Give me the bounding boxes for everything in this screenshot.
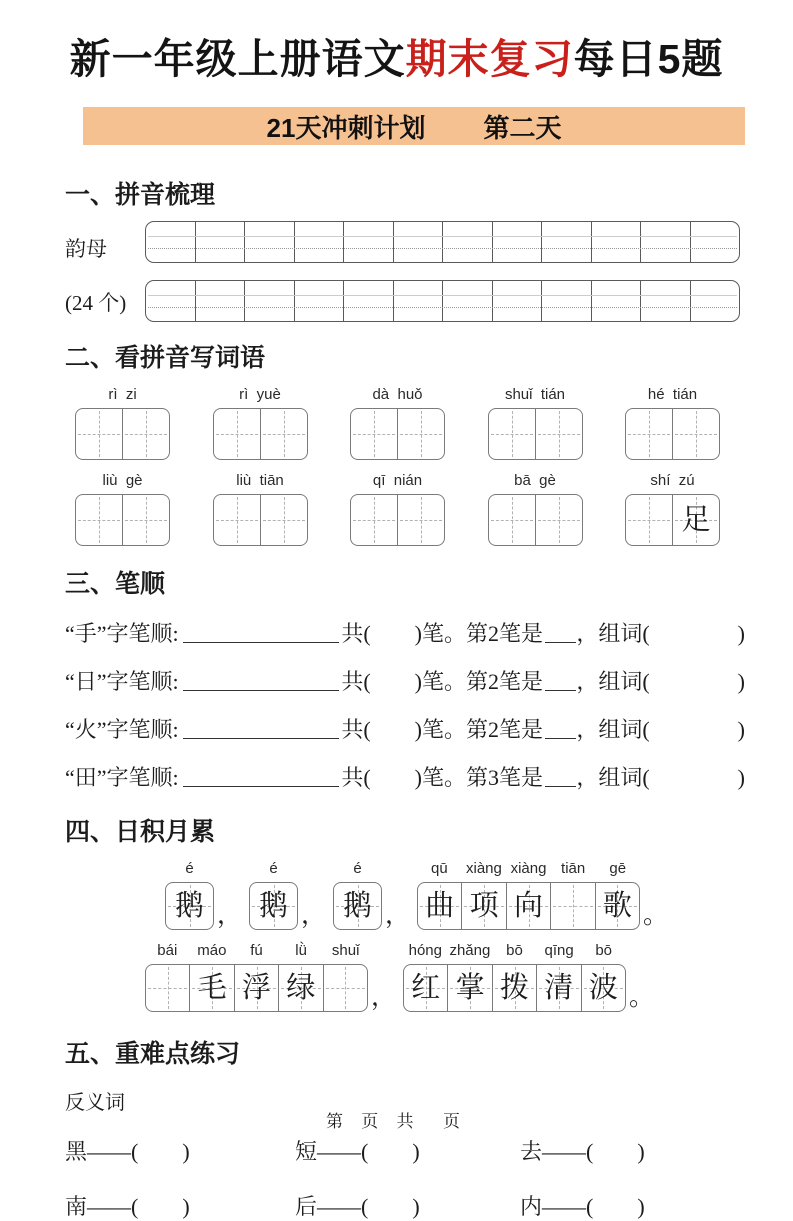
stroke-mid1: 共( )笔。第: [341, 717, 488, 742]
character-cell: [214, 409, 261, 459]
character-box: [213, 408, 308, 460]
page-title: [0, 26, 793, 85]
cell-char: 曲: [425, 889, 455, 922]
word-pinyin: bā gè: [514, 472, 556, 489]
word-pinyin: dà huǒ: [372, 386, 423, 403]
section-accumulation: [65, 812, 745, 1012]
syllable: qīng: [544, 942, 574, 959]
character-box: [165, 882, 214, 930]
pinyin-grid-wrap: [65, 221, 745, 322]
character-box: [145, 964, 368, 1012]
cell-char: 拨: [500, 971, 530, 1004]
antonym-item: 去——( ): [520, 1139, 645, 1164]
pinyin-cell: [592, 281, 642, 321]
pinyin-cell: [344, 222, 394, 262]
cell-char: 鹅: [343, 889, 373, 922]
stroke-order-blank: [183, 786, 340, 787]
character-box: [417, 882, 640, 930]
character-box: [625, 408, 720, 460]
syllable: shuǐ: [331, 942, 360, 959]
character-cell: [673, 495, 719, 545]
word-block: [75, 472, 170, 546]
character-cell: [351, 409, 398, 459]
poem-line-2: [145, 942, 745, 1012]
pinyin-grid-labels: [65, 221, 145, 322]
syllable: lǜ: [295, 942, 307, 959]
stroke-order-blank: [183, 642, 340, 643]
cell-char: 鹅: [259, 889, 289, 922]
pinyin-cell: [691, 222, 740, 262]
pinyin-grids: [145, 221, 745, 322]
syllable: xiàng: [510, 860, 547, 877]
cell-char: 绿: [286, 971, 316, 1004]
stroke-order-line: [65, 617, 745, 648]
stroke-mid2: 笔是: [498, 621, 543, 646]
banner: [83, 107, 745, 145]
pinyin-grid-row: [145, 280, 740, 322]
syllable: bái: [157, 942, 178, 959]
stroke-answer-blank: [545, 786, 576, 787]
pinyin-cell: [295, 222, 345, 262]
poem-phrase-block: [403, 942, 626, 1012]
stroke-order-line: [65, 665, 745, 696]
word-pinyin: é: [185, 860, 194, 877]
title-part1: 新一年级上册语文: [69, 36, 406, 82]
stroke-answer-blank: [545, 690, 576, 691]
pinyin-cell: [245, 222, 295, 262]
stroke-answer-blank: [545, 738, 576, 739]
syllable: bō: [595, 942, 613, 959]
character-cell: [673, 409, 719, 459]
pinyin-cell: [245, 281, 295, 321]
syllable: máo: [197, 942, 227, 959]
stroke-mid2: 笔是: [498, 669, 543, 694]
antonym-label: 反义词: [65, 1092, 125, 1114]
word-row-2: [75, 472, 720, 546]
section1-heading: 一、拼音梳理: [65, 182, 216, 209]
pinyin-cell: [592, 222, 642, 262]
poem-phrase-block: [145, 942, 368, 1012]
title-part2: 每日5题: [573, 36, 724, 82]
word-block: [213, 386, 308, 460]
pinyin-cell: [196, 281, 246, 321]
stroke-tail: ，组词( ): [576, 621, 745, 646]
section5-heading: 五、重难点练习: [65, 1041, 241, 1068]
character-cell: [507, 883, 551, 929]
page-footer: 第 页 共 页: [326, 1112, 467, 1131]
character-cell: [279, 965, 323, 1011]
stroke-number: 2: [487, 669, 499, 694]
antonym-grid: [65, 1135, 745, 1221]
stroke-lead: “田”字笔顺:: [65, 765, 179, 790]
character-cell: [261, 409, 307, 459]
character-cell: [537, 965, 581, 1011]
stroke-lead: “日”字笔顺:: [65, 669, 179, 694]
character-cell: [398, 495, 444, 545]
stroke-lead: “火”字笔顺:: [65, 717, 179, 742]
character-cell: [448, 965, 492, 1011]
character-cell: [493, 965, 537, 1011]
goose-block: [249, 860, 298, 930]
cell-char: 清: [544, 971, 574, 1004]
word-pinyin: rì yuè: [239, 386, 281, 403]
title-highlight: 期末复习: [405, 36, 574, 82]
cell-char: 波: [588, 971, 618, 1004]
section3-heading: 三、笔顺: [65, 571, 166, 598]
antonym-item: 内——( ): [520, 1194, 645, 1219]
syllable: tiān: [561, 860, 586, 877]
syllable: gē: [609, 860, 627, 877]
character-box: [350, 494, 445, 546]
syllable: fú: [250, 942, 263, 959]
poem-line-1: [165, 860, 745, 930]
pinyin-cell: [443, 222, 493, 262]
stroke-order-line: [65, 761, 745, 792]
character-cell: [626, 409, 673, 459]
stroke-answer-blank: [545, 642, 576, 643]
section-pinyin-review: [65, 175, 745, 322]
pinyin-grid-row: [145, 221, 740, 263]
word-pinyin: hé tián: [647, 386, 698, 403]
period: 。: [643, 902, 669, 929]
poem-phrase-block: [417, 860, 640, 930]
stroke-number: 3: [487, 765, 499, 790]
character-box: [249, 882, 298, 930]
cell-char: 鹅: [174, 889, 204, 922]
cell-char: 足: [681, 503, 711, 536]
goose-block: [165, 860, 214, 930]
character-cell: [235, 965, 279, 1011]
section2-heading: 二、看拼音写词语: [65, 345, 266, 372]
antonym-item: 黑——( ): [65, 1139, 190, 1164]
character-cell: [261, 495, 307, 545]
character-cell: [536, 495, 582, 545]
word-block: [350, 472, 445, 546]
pinyin-cell: [196, 222, 246, 262]
word-pinyin: liù gè: [102, 472, 143, 489]
syllable: xiàng: [466, 860, 502, 877]
comma: ，: [371, 984, 397, 1011]
character-cell: [551, 883, 595, 929]
syllable: hóng: [408, 942, 442, 959]
section4-heading: 四、日积月累: [65, 819, 216, 846]
pinyin-cell: [493, 222, 543, 262]
character-cell: [76, 495, 123, 545]
character-cell: [489, 495, 536, 545]
stroke-number: 2: [487, 621, 499, 646]
character-box: [350, 408, 445, 460]
character-cell: [250, 883, 297, 929]
word-block: [488, 386, 583, 460]
pinyin-cell: [542, 281, 592, 321]
cell-char: 毛: [197, 971, 227, 1004]
banner-plan-label: 21天冲刺计划: [266, 112, 426, 143]
pinyin-cell: [641, 281, 691, 321]
character-box: [75, 494, 170, 546]
character-cell: [146, 965, 190, 1011]
comma: ，: [217, 902, 243, 929]
word-row-1: [75, 386, 720, 460]
word-block: [213, 472, 308, 546]
stroke-order-blank: [183, 690, 340, 691]
pinyin-cell: [394, 222, 444, 262]
pinyin-cell: [691, 281, 740, 321]
character-cell: [123, 495, 169, 545]
character-cell: [536, 409, 582, 459]
word-pinyin: é: [353, 860, 362, 877]
cell-char: 浮: [242, 971, 272, 1004]
comma: ，: [385, 902, 411, 929]
character-box: [488, 408, 583, 460]
character-cell: [214, 495, 261, 545]
word-pinyin: liù tiān: [236, 472, 284, 489]
stroke-tail: ，组词( ): [576, 669, 745, 694]
character-cell: [489, 409, 536, 459]
phrase-pinyin-row: [145, 942, 368, 960]
cell-char: 向: [514, 889, 544, 922]
stroke-order-blank: [183, 738, 340, 739]
syllable: qū: [431, 860, 448, 877]
phrase-pinyin-row: [403, 942, 626, 960]
character-box: [403, 964, 626, 1012]
character-cell: [418, 883, 462, 929]
cell-char: 红: [411, 971, 441, 1004]
stroke-order-line: [65, 713, 745, 744]
pinyin-cell: [394, 281, 444, 321]
syllable: bō: [506, 942, 523, 959]
stroke-mid1: 共( )笔。第: [341, 621, 488, 646]
word-block: [488, 472, 583, 546]
character-cell: [76, 409, 123, 459]
cell-char: 掌: [455, 971, 485, 1004]
character-cell: [404, 965, 448, 1011]
pinyin-cell: [493, 281, 543, 321]
character-cell: [596, 883, 639, 929]
antonym-item: 短——( ): [295, 1139, 420, 1164]
word-pinyin: é: [269, 860, 278, 877]
character-box: [488, 494, 583, 546]
character-cell: [582, 965, 625, 1011]
character-cell: [123, 409, 169, 459]
character-cell: [626, 495, 673, 545]
word-pinyin: shuǐ tián: [504, 386, 566, 403]
character-cell: [398, 409, 444, 459]
character-cell: [324, 965, 367, 1011]
pinyin-cell: [443, 281, 493, 321]
character-box: [213, 494, 308, 546]
pinyin-cell: [344, 281, 394, 321]
stroke-number: 2: [487, 717, 499, 742]
word-block: [625, 472, 720, 546]
character-box: [75, 408, 170, 460]
section-stroke-order: [65, 564, 745, 792]
antonym-item: 南——( ): [65, 1194, 190, 1219]
pinyin-cell: [641, 222, 691, 262]
period: 。: [629, 984, 655, 1011]
stroke-mid2: 笔是: [498, 765, 543, 790]
comma: ，: [301, 902, 327, 929]
word-block: [350, 386, 445, 460]
pinyin-cell: [542, 222, 592, 262]
goose-block: [333, 860, 382, 930]
character-cell: [334, 883, 381, 929]
character-cell: [190, 965, 234, 1011]
cell-char: 歌: [602, 889, 632, 922]
character-cell: [351, 495, 398, 545]
character-box: [625, 494, 720, 546]
stroke-mid1: 共( )笔。第: [341, 765, 488, 790]
cell-char: 项: [469, 889, 499, 922]
character-cell: [462, 883, 506, 929]
syllable: zhǎng: [449, 942, 491, 959]
word-pinyin: shí zú: [650, 472, 695, 489]
stroke-mid2: 笔是: [498, 717, 543, 742]
worksheet-page: [0, 26, 793, 1219]
section-write-words: [65, 338, 745, 546]
stroke-tail: ，组词( ): [576, 717, 745, 742]
word-block: [75, 386, 170, 460]
stroke-tail: ，组词( ): [576, 765, 745, 790]
character-cell: [166, 883, 213, 929]
banner-day-label: 第二天: [483, 112, 562, 143]
pinyin-cell: [146, 281, 196, 321]
word-block: [625, 386, 720, 460]
finals-label: 韵母: [65, 237, 107, 261]
stroke-lead: “手”字笔顺:: [65, 621, 179, 646]
character-box: [333, 882, 382, 930]
finals-count-label: (24 个): [65, 291, 127, 315]
antonym-item: 后——( ): [295, 1194, 420, 1219]
pinyin-cell: [146, 222, 196, 262]
stroke-mid1: 共( )笔。第: [341, 669, 488, 694]
worksheet-content: [0, 175, 793, 1221]
word-pinyin: rì zi: [108, 386, 137, 403]
phrase-pinyin-row: [417, 860, 640, 878]
word-pinyin: qī nián: [372, 472, 423, 489]
pinyin-cell: [295, 281, 345, 321]
